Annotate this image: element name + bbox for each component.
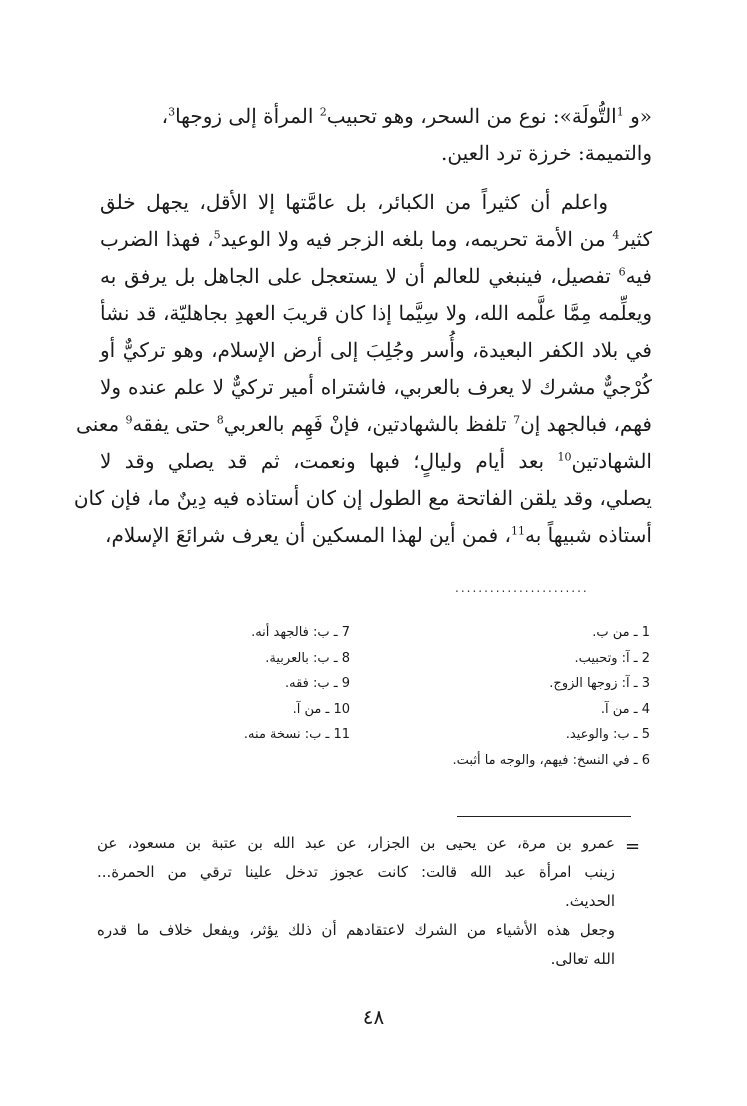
text-segment: تلفظ بالشهادتين، فإنْ فَهِم بالعربي <box>223 412 514 436</box>
footnote: 10 ـ من آ. <box>292 701 350 717</box>
footnote: 5 ـ ب: والوعيد. <box>565 727 650 742</box>
footnote: 6 ـ في النسخ: فيهم، والوجه ما أثبت. <box>452 752 650 768</box>
text-line <box>100 258 652 295</box>
footnote-ref: 6 <box>618 265 626 279</box>
text-segment: يصلي، وقد يلقن الفاتحة مع الطول إن كان أستاذه فيه دِينٌ ما، فإن كان <box>73 486 652 510</box>
continued-footnote <box>97 829 615 974</box>
paragraph-gap <box>100 172 652 184</box>
footnote-divider-rule <box>457 816 631 817</box>
text-segment: ، فهذا الضرب <box>100 227 214 251</box>
text-segment: كثير <box>619 227 652 251</box>
footnote-line: الحديث. <box>565 892 615 910</box>
footnote-ref: 5 <box>213 228 221 242</box>
footnote-line: الله تعالى. <box>550 950 615 968</box>
text-line <box>100 135 652 172</box>
text-segment: والتميمة: خرزة ترد العين. <box>441 141 652 165</box>
text-segment: «و <box>623 104 652 128</box>
footnote: 11 ـ ب: نسخة منه. <box>243 727 350 742</box>
footnote-ref: 4 <box>612 228 620 242</box>
footnote-ref: 1 <box>616 105 624 119</box>
footnotes-right-column <box>360 620 650 773</box>
text-segment: ، <box>161 104 169 128</box>
text-line <box>100 369 652 406</box>
footnote-ref: 8 <box>216 413 224 427</box>
text-segment: فيه <box>625 264 652 288</box>
page-number: ٤٨ <box>362 1005 385 1029</box>
dotted-separator: ....................... <box>455 581 589 595</box>
footnote-line: زينب امرأة عبد الله قالت: كانت عجوز تدخل علينا ترقي من الحمرة... <box>97 863 615 881</box>
text-segment: المرأة إلى زوجها <box>175 104 320 128</box>
footnote-line: وجعل هذه الأشياء من الشرك لاعتقادهم أن ذلك يؤثر، ويفعل خلاف ما قدره <box>97 921 615 939</box>
text-segment: واعلم أن كثيراً من الكبائر، بل عامَّتها إلا الأقل، يجهل خلق <box>100 190 608 214</box>
footnote: 1 ـ من ب. <box>592 625 650 640</box>
footnote: 4 ـ من آ. <box>600 701 650 717</box>
text-line <box>100 517 652 554</box>
footnote: 3 ـ آ: زوجها الزوج. <box>549 676 650 691</box>
text-segment: ويعلِّمه مِمَّا علَّمه الله، ولا سِيَّما إذا كان قريبَ العهدِ بجاهليّة، قد نشأ <box>100 301 652 325</box>
text-line <box>100 332 652 369</box>
footnote-ref: 11 <box>511 524 526 538</box>
text-segment: التُّولَة»: نوع من السحر، وهو تحبيب <box>326 104 617 128</box>
text-segment: تفصيل، فينبغي للعالم أن لا يستعجل على الجاهل بل يرفق به <box>100 264 619 288</box>
text-segment: من الأمة تحريمه، وما بلغه الزجر فيه ولا الوعيد <box>220 227 613 251</box>
text-line <box>100 184 652 221</box>
footnote: 9 ـ ب: فقه. <box>285 676 350 691</box>
text-segment: حتى يفقه <box>132 412 217 436</box>
footnote-ref: 7 <box>513 413 521 427</box>
footnote-ref: 2 <box>319 105 327 119</box>
text-segment: فهم، فبالجهد إن <box>520 412 652 436</box>
text-segment: في بلاد الكفر البعيدة، وأُسر وجُلِبَ إلى أرض الإسلام، وهو تركيٌّ أو <box>100 338 652 362</box>
text-line <box>100 221 652 258</box>
text-segment: الشهادتين <box>571 449 652 473</box>
text-line <box>100 98 652 135</box>
footnotes-left-column <box>110 620 350 748</box>
footnote-line: عمرو بن مرة، عن يحيى بن الجزار، عن عبد الله بن عتبة بن مسعود، عن <box>97 834 615 852</box>
text-segment: بعد أيام وليالٍ؛ فبها ونعمت، ثم قد يصلي وقد لا <box>100 449 558 473</box>
text-line <box>73 480 652 517</box>
footnote-ref: 9 <box>125 413 133 427</box>
text-segment: معنى <box>76 412 126 436</box>
footnote: 8 ـ ب: بالعربية. <box>265 650 350 666</box>
text-line <box>76 406 652 443</box>
text-line <box>100 443 652 480</box>
main-text <box>73 98 652 554</box>
continuation-marker: = <box>625 836 641 857</box>
text-segment: أستاذه شبيهاً به <box>525 523 652 547</box>
footnote-ref: 3 <box>168 105 176 119</box>
text-segment: ، فمن أين لهذا المسكين أن يعرف شرائعَ الإسلام، <box>105 523 512 547</box>
text-segment: كُرْجيٌّ مشرك لا يعرف بالعربي، فاشتراه أمير تركيٌّ لا علم عنده ولا <box>100 375 652 399</box>
footnote: 2 ـ آ: وتحبيب. <box>574 650 650 666</box>
footnote-ref: 10 <box>557 450 572 464</box>
footnote: 7 ـ ب: فالجهد أنه. <box>251 625 350 640</box>
text-line <box>100 295 652 332</box>
